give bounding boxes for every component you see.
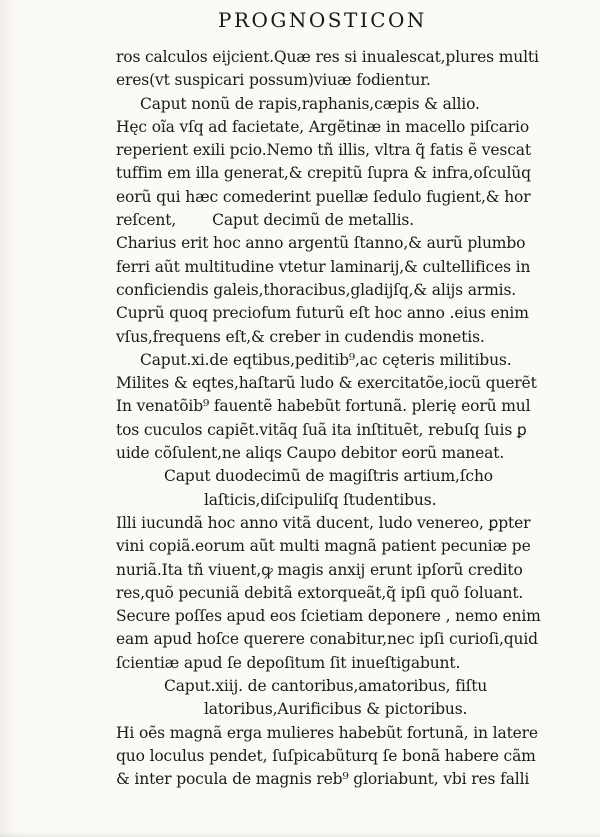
text-line: conficiendis galeis,thoracibus,gladijſq,& alijs armis.: [116, 280, 517, 299]
text-line: Hi oẽs magnã erga mulieres habebũt fortunã, in latere: [116, 723, 538, 742]
text-line: Cuprũ quoq preciofum futurũ eſt hoc anno .eius enim: [116, 304, 529, 323]
text-line: Hęc oĩa vſq ad facietate, Argẽtinæ in macello piſcario: [116, 117, 530, 136]
text-line: nuriã.Ita tñ viuent,ꝙ magis anxij erunt ipſorũ credito: [116, 560, 523, 579]
text-line: Secure poſſes apud eos ſcietiam deponere , nemo enim: [116, 607, 541, 626]
page-edge-shadow: [0, 831, 600, 837]
text-line: Charius erit hoc anno argentũ ſtanno,& aurũ plumbo: [116, 234, 526, 253]
text-line: eorũ qui hæc comederint puellæ ſedulo fugient,& hor: [116, 187, 531, 206]
chapter-heading: Caput.xi.de eqtibus,peditib⁹,ac cęteris militibus.: [140, 350, 512, 369]
text-line: tos cuculos capiẽt.vitãq ſuã ita inſtituẽt, rebuſq ſuis ꝑ: [116, 420, 527, 439]
chapter-heading: Caput duodecimũ de magiſtris artium,ſcho: [164, 467, 493, 486]
text-line: vini copiã.eorum aũt multi magnã patient pecuniæ pe: [116, 537, 531, 556]
text-line: eam apud hoſce querere conabitur,nec ipſi curioſi,quid: [116, 630, 538, 649]
text-line: Illi iucundã hoc anno vitã ducent, ludo venereo, ꝑpter: [116, 513, 531, 532]
chapter-heading: latoribus,Aurificibus & pictoribus.: [204, 700, 468, 719]
text-fragment: reſcent,: [116, 211, 177, 230]
text-line: tuffim em illa generat,& crepitũ ſupra & infra,oſculũq: [116, 164, 531, 183]
text-line: ſcientiæ apud ſe depoſitum ſit inueſtigabunt.: [116, 653, 461, 672]
text-block: [116, 46, 562, 792]
chapter-heading: Caput nonũ de rapis,raphanis,cæpis & allio.: [140, 94, 480, 113]
text-line: vſus,frequens eſt,& creber in cudendis monetis.: [116, 327, 485, 346]
text-line: In venatõib⁹ fauentẽ habebũt fortunã. plerię eorũ mul: [116, 397, 531, 416]
chapter-heading: Caput.xiij. de cantoribus,amatoribus, fiſtu: [164, 677, 488, 696]
text-line: eres(vt suspicari possum)viuæ fodientur.: [116, 71, 431, 90]
text-line: & inter pocula de magnis reb⁹ gloriabunt, vbi res falli: [116, 770, 530, 789]
text-line: res,quõ pecuniã debitã extorqueãt,q̃ ipſi quõ ſoluant.: [116, 583, 524, 602]
text-line: ferri aũt multitudine vtetur laminarij,& cultellifices in: [116, 257, 531, 276]
running-head: PROGNOSTICON: [218, 8, 427, 32]
chapter-heading: laſticis,diſcipuliſq ſtudentibus.: [204, 490, 437, 509]
text-line: reperient exili pcio.Nemo tñ illis, vltra q̃ fatis ẽ vescat: [116, 141, 531, 160]
text-line: Milites & eqtes,haſtarũ ludo & exercitatõe,iocũ querẽt: [116, 374, 537, 393]
chapter-heading: Caput decimũ de metallis.: [212, 211, 414, 230]
text-line: [116, 209, 562, 232]
text-line: ros calculos eijcient.Quæ res si inualescat,plures multi: [116, 48, 539, 66]
text-line: uide cõſulent,ne aliqs Caupo debitor eorũ maneat.: [116, 444, 505, 463]
text-line: quo loculus pendet, ſuſpicabũturq ſe bonã habere cãm: [116, 746, 536, 765]
